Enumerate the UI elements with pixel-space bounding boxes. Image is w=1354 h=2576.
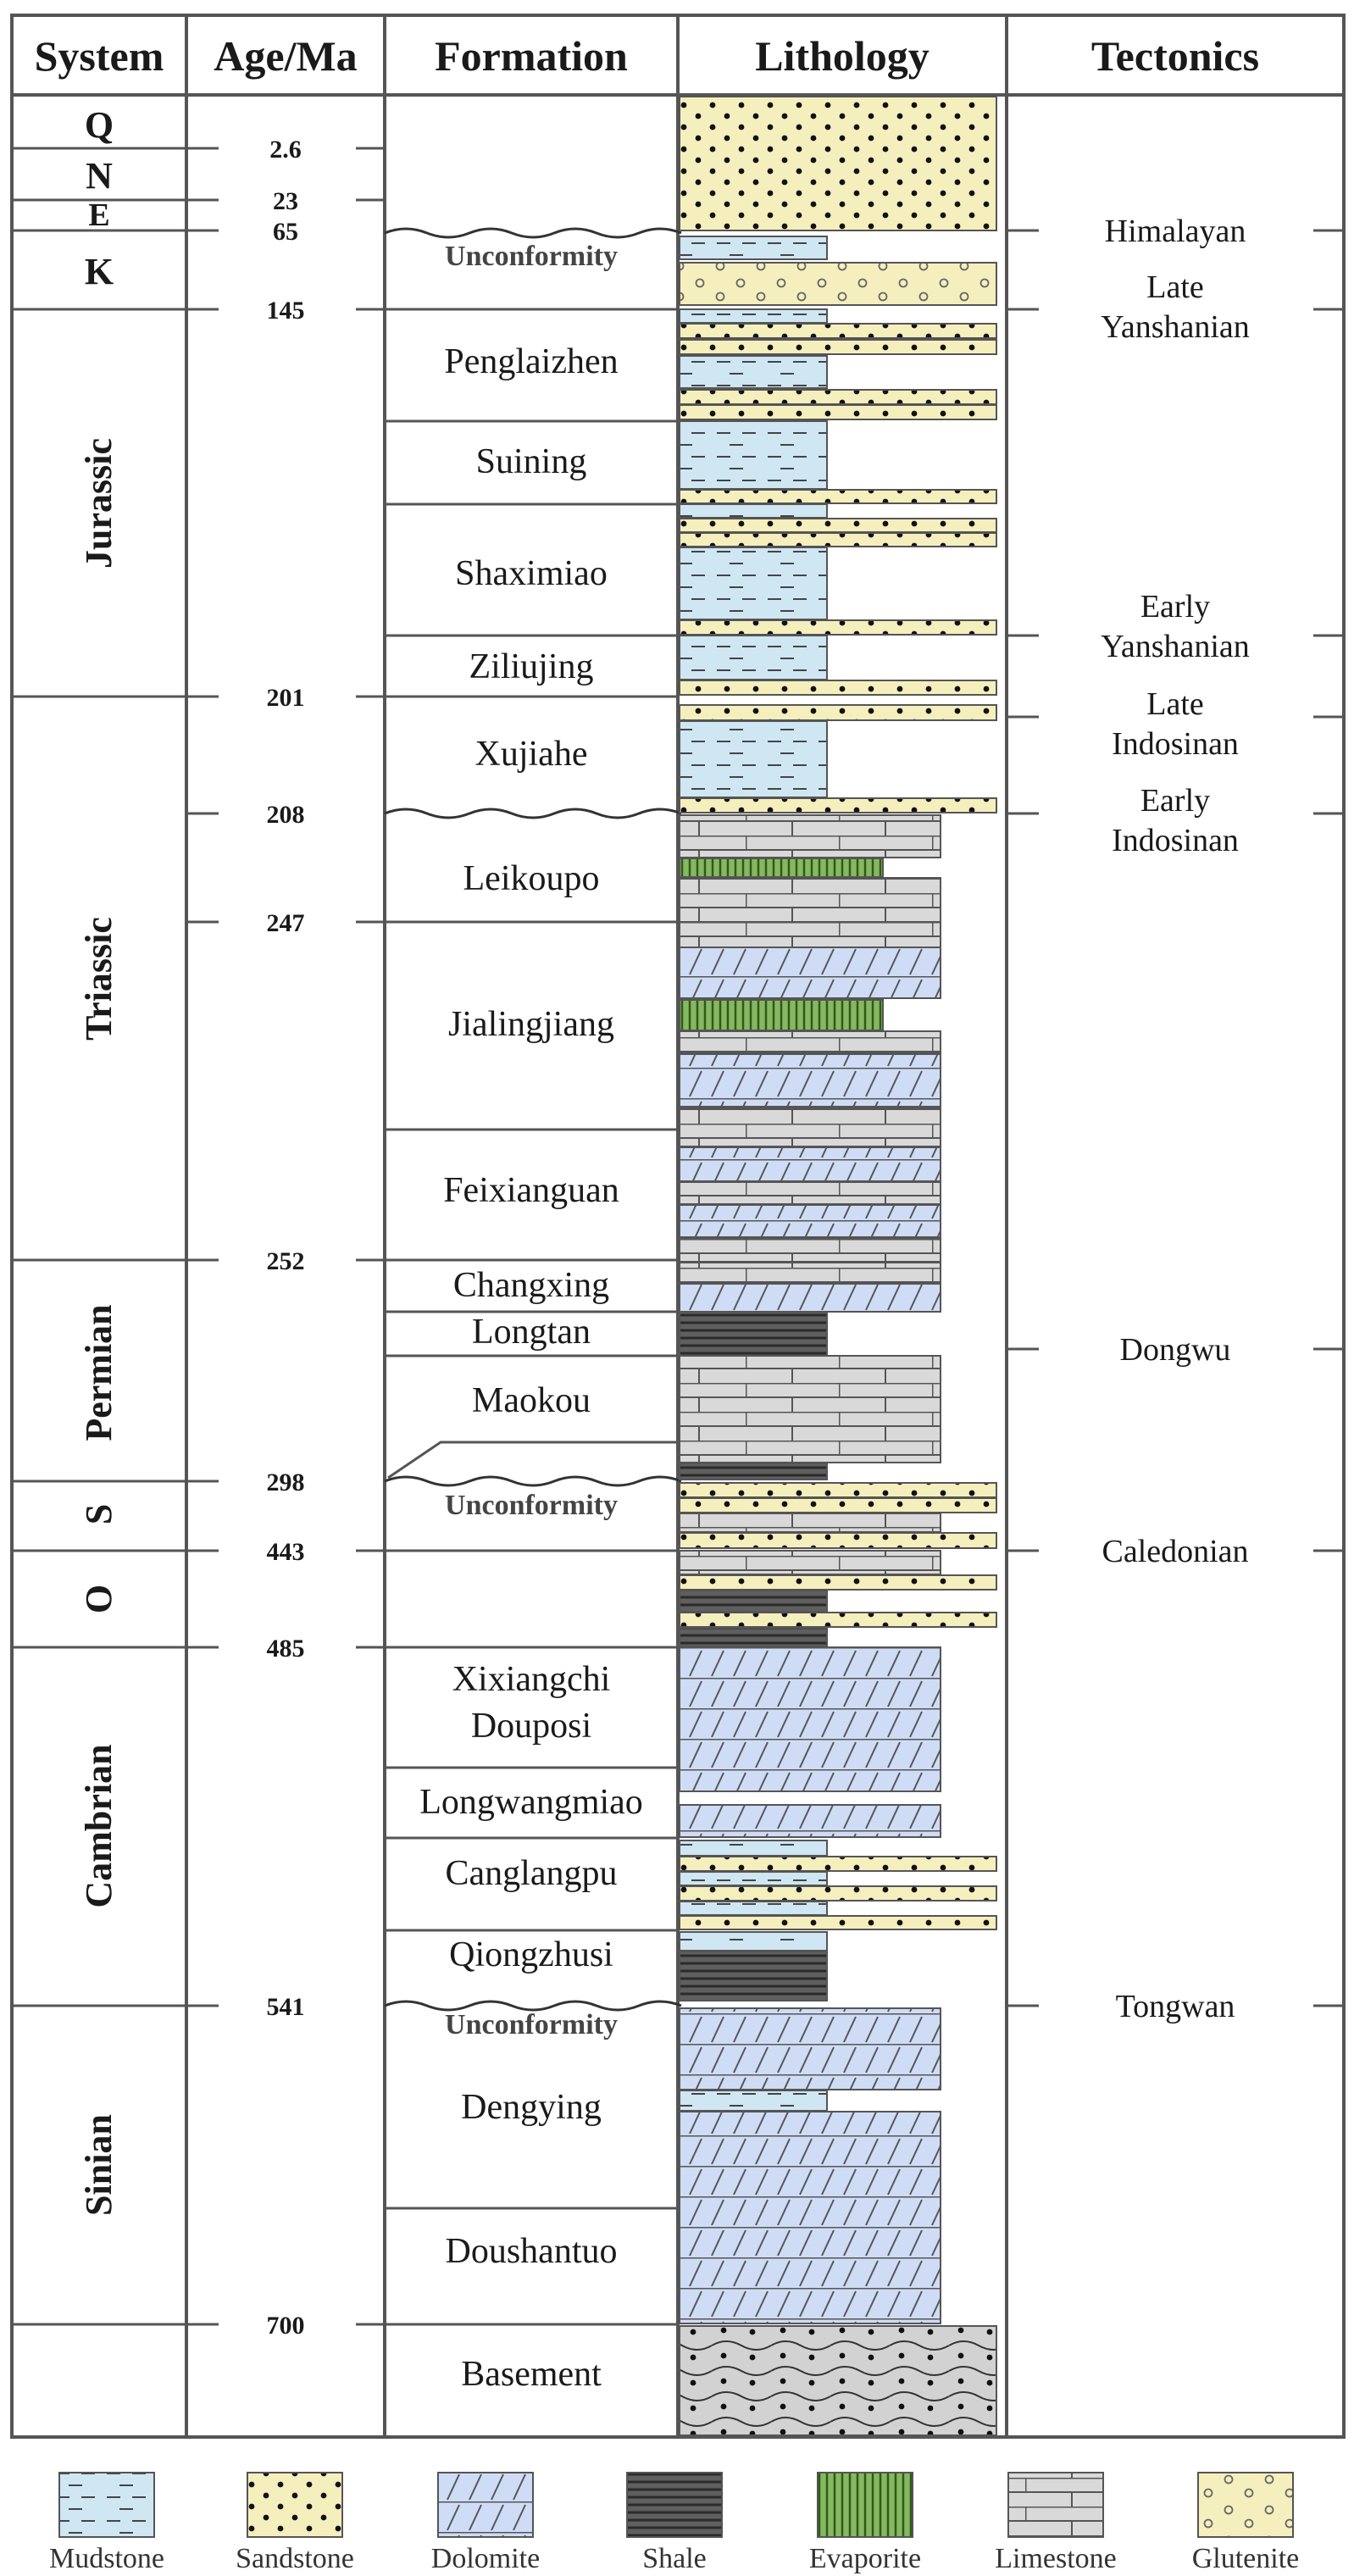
legend-label: Sandstone	[236, 2543, 354, 2574]
litho-shale	[680, 1312, 827, 1356]
age-label: 201	[266, 684, 305, 712]
formation-label: Dengying	[461, 2088, 602, 2127]
legend-label: Shale	[642, 2543, 707, 2574]
litho-limestone	[680, 1263, 941, 1283]
tectonic-label: Early	[1140, 589, 1211, 625]
system-label: Jurassic	[78, 438, 119, 569]
formation-label: Unconformity	[445, 241, 618, 272]
litho-dolomite	[680, 1284, 941, 1312]
litho-limestone	[680, 1356, 941, 1463]
litho-sandstone	[680, 390, 996, 404]
litho-sandstone	[680, 1857, 996, 1871]
litho-limestone	[680, 922, 941, 947]
litho-shale	[680, 1628, 827, 1646]
litho-mudstone	[680, 421, 827, 489]
litho-dolomite	[680, 1054, 941, 1107]
formation-label: Doushantuo	[445, 2232, 618, 2271]
tectonic-label: Tongwan	[1115, 1989, 1235, 2024]
formation-label: Xujiahe	[474, 735, 588, 774]
litho-sandstone	[680, 1916, 996, 1929]
litho-limestone	[680, 1031, 941, 1053]
header-formation: Formation	[435, 32, 628, 80]
legend-label: Evaporite	[808, 2543, 922, 2574]
formation-label: Feixianguan	[443, 1171, 619, 1210]
litho-limestone	[680, 1108, 941, 1146]
age-label: 298	[266, 1468, 305, 1496]
tectonic-labels	[1101, 214, 1250, 2024]
age-label: 541	[266, 1993, 305, 2021]
litho-sandstone	[680, 490, 996, 503]
litho-dolomite	[680, 1205, 941, 1237]
header-age: Age/Ma	[214, 32, 358, 80]
lithology-column	[680, 97, 996, 2435]
formation-label: Suining	[475, 442, 587, 481]
litho-basement	[680, 2326, 996, 2435]
age-labels	[267, 136, 305, 2340]
tectonic-label: Yanshanian	[1101, 309, 1250, 345]
litho-mudstone	[680, 2090, 827, 2111]
formation-label: Basement	[461, 2355, 602, 2394]
legend-label: Mudstone	[49, 2543, 164, 2574]
litho-mudstone	[680, 1840, 827, 1856]
litho-limestone	[680, 1551, 941, 1574]
legend-labels	[49, 2543, 1299, 2574]
age-label: 252	[266, 1247, 305, 1275]
litho-dolomite	[680, 2112, 941, 2323]
litho-limestone	[680, 1182, 941, 1204]
legend-swatch-evaporite	[818, 2473, 913, 2537]
litho-sandstone	[680, 1498, 996, 1513]
formation-label: Ziliujing	[469, 647, 594, 686]
header-row	[35, 32, 1259, 80]
litho-glutenite	[680, 263, 996, 305]
formation-label: Longwangmiao	[419, 1783, 643, 1822]
age-label: 23	[273, 187, 298, 215]
litho-dolomite	[680, 1147, 941, 1181]
legend-swatch-glutenite	[1198, 2473, 1293, 2537]
litho-sandstone	[680, 1613, 996, 1627]
age-label: 208	[266, 801, 305, 829]
litho-shale	[680, 1463, 827, 1480]
litho-shale	[680, 1591, 827, 1612]
age-label: 247	[266, 909, 305, 937]
formation-label: Douposi	[470, 1707, 592, 1746]
litho-mudstone	[680, 309, 827, 323]
age-label: 485	[266, 1635, 305, 1663]
system-label: Triassic	[78, 917, 119, 1041]
formation-label: Shaximiao	[455, 554, 608, 593]
legend-label: Glutenite	[1191, 2543, 1300, 2574]
litho-mudstone	[680, 1872, 827, 1885]
litho-sandstone	[680, 324, 996, 338]
litho-sandstone	[680, 1533, 996, 1548]
litho-mudstone	[680, 636, 827, 680]
tectonic-label: Indosinan	[1112, 823, 1239, 858]
litho-evaporite	[680, 858, 883, 877]
formation-label: Canglangpu	[445, 1854, 618, 1893]
formation-label: Jialingjiang	[448, 1005, 614, 1044]
litho-sandstone	[680, 705, 996, 720]
age-label: 145	[266, 297, 305, 325]
litho-dolomite	[680, 1647, 941, 1791]
legend-label: Dolomite	[430, 2543, 541, 2574]
formation-labels	[419, 241, 643, 2394]
litho-mudstone	[680, 504, 827, 518]
tectonic-label: Dongwu	[1119, 1332, 1231, 1368]
litho-sandstone	[680, 405, 996, 419]
litho-mudstone	[680, 547, 827, 619]
tectonic-label: Indosinan	[1112, 726, 1239, 762]
litho-limestone	[680, 1513, 941, 1532]
formation-label: Changxing	[452, 1266, 610, 1305]
litho-limestone	[680, 815, 941, 858]
age-label: 65	[273, 218, 298, 246]
system-label: K	[84, 251, 114, 292]
litho-sandstone	[680, 519, 996, 532]
litho-dolomite	[680, 947, 941, 998]
column-dividers	[12, 15, 1344, 2437]
system-labels	[78, 104, 119, 2216]
litho-shale	[680, 1951, 827, 2001]
header-lithology: Lithology	[755, 32, 929, 80]
formation-label: Penglaizhen	[444, 342, 619, 381]
tectonic-label: Late	[1146, 269, 1204, 305]
system-label: Permian	[78, 1304, 119, 1441]
formation-label: Qiongzhusi	[449, 1935, 613, 1974]
litho-limestone	[680, 878, 941, 922]
age-label: 2.6	[269, 136, 302, 164]
legend-swatch-shale	[627, 2473, 722, 2537]
litho-evaporite	[680, 1000, 883, 1030]
system-label: O	[78, 1584, 119, 1614]
litho-sandstone	[680, 620, 996, 635]
litho-mudstone	[680, 236, 827, 259]
formation-label: Xixiangchi	[452, 1660, 611, 1699]
header-system: System	[34, 32, 164, 80]
legend-label: Limestone	[995, 2543, 1117, 2574]
header-tectonics: Tectonics	[1090, 32, 1260, 80]
legend	[59, 2473, 1293, 2537]
litho-mudstone	[680, 721, 827, 797]
litho-dolomite	[680, 2008, 941, 2090]
litho-mudstone	[680, 1901, 827, 1915]
tectonic-label: Himalayan	[1104, 214, 1246, 249]
system-label: N	[86, 155, 113, 197]
tectonic-label: Caledonian	[1102, 1534, 1249, 1569]
formation-label: Unconformity	[445, 2009, 618, 2040]
formation-label: Maokou	[472, 1381, 591, 1420]
system-label: Sinian	[78, 2114, 119, 2216]
litho-sandstone	[680, 1483, 996, 1497]
age-label: 700	[266, 2312, 305, 2340]
legend-swatch-limestone	[1008, 2473, 1103, 2537]
tectonic-ticks	[1007, 230, 1344, 2006]
litho-dolomite	[680, 1805, 941, 1837]
litho-sandstone	[680, 1575, 996, 1590]
tectonic-label: Late	[1146, 686, 1204, 722]
tectonic-label: Yanshanian	[1101, 629, 1250, 664]
system-label: Q	[84, 104, 114, 146]
litho-mudstone	[680, 356, 827, 388]
legend-swatch-mudstone	[59, 2473, 154, 2537]
legend-swatch-sandstone	[247, 2473, 342, 2537]
litho-sandstone	[680, 1886, 996, 1901]
system-label: S	[78, 1503, 119, 1525]
litho-sandstone	[680, 680, 996, 695]
litho-limestone	[680, 1238, 941, 1262]
litho-sandstone	[680, 340, 996, 354]
formation-label: Unconformity	[445, 1490, 618, 1521]
system-label: E	[88, 197, 110, 233]
litho-sandstone	[680, 97, 996, 230]
age-label: 443	[266, 1538, 305, 1566]
formation-label: Leikoupo	[463, 859, 600, 898]
legend-swatch-dolomite	[438, 2473, 533, 2537]
litho-mudstone	[680, 1932, 827, 1951]
litho-sandstone	[680, 533, 996, 547]
tectonic-label: Early	[1140, 783, 1211, 819]
formation-label: Longtan	[472, 1313, 591, 1352]
system-label: Cambrian	[78, 1744, 119, 1908]
litho-sandstone	[680, 798, 996, 813]
